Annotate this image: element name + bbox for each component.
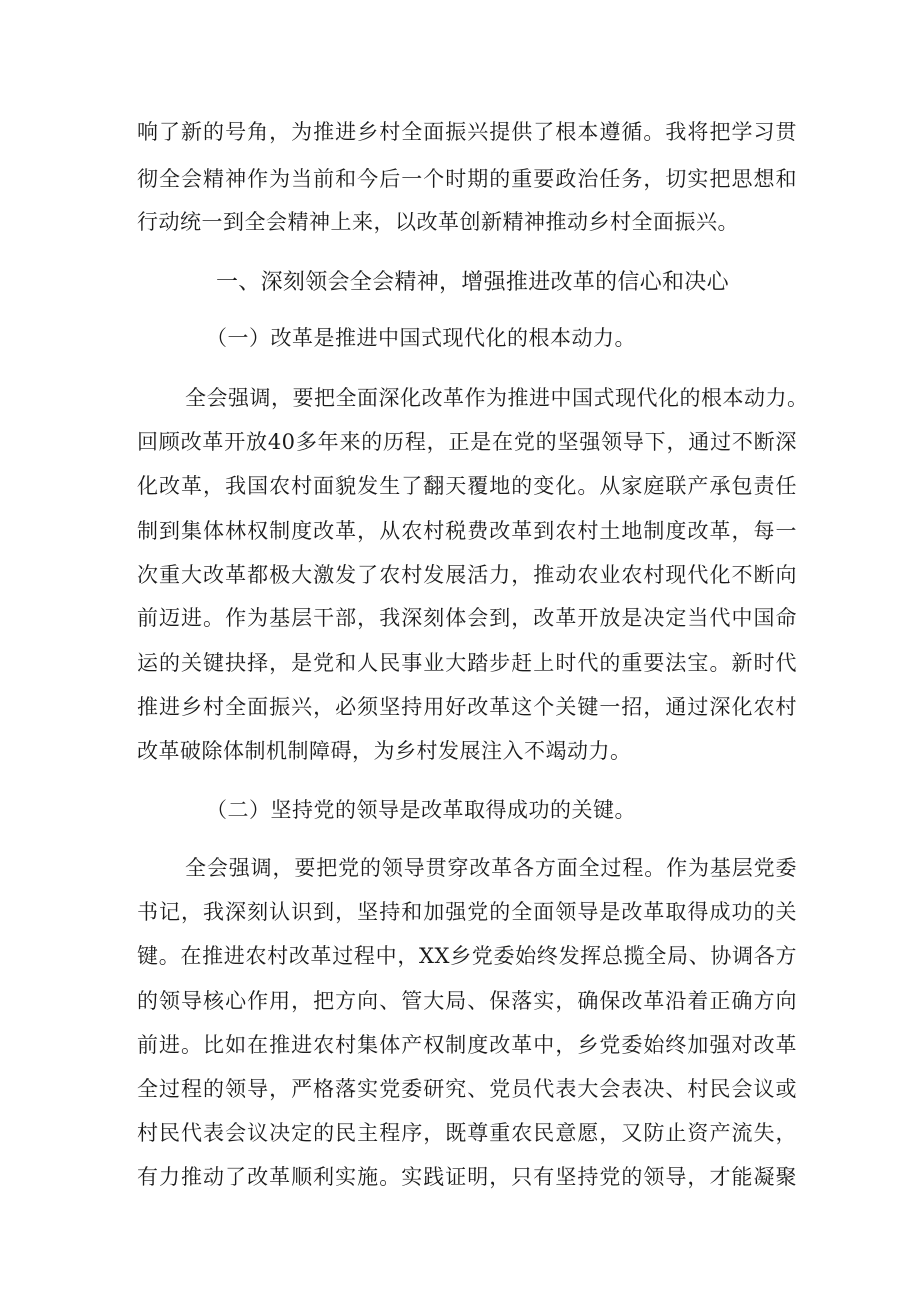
paragraph-line: 回顾改革开放40多年来的历程，正是在党的坚强领导下，通过不断深: [137, 430, 797, 454]
sub-heading: （一）改革是推进中国式现代化的根本动力。: [206, 326, 636, 350]
paragraph-line: 全过程的领导，严格落实党委研究、党员代表大会表决、村民会议或: [137, 1077, 797, 1101]
paragraph-line: 全会强调，要把全面深化改革作为推进中国式现代化的根本动力。: [185, 386, 809, 410]
paragraph-line: 书记，我深刻认识到，坚持和加强党的全面领导是改革取得成功的关: [137, 900, 797, 924]
paragraph-line: 键。在推进农村改革过程中，XX乡党委始终发挥总揽全局、协调各方: [137, 944, 797, 968]
paragraph-line: 前迈进。作为基层干部，我深刻体会到，改革开放是决定当代中国命: [137, 606, 797, 630]
intro-line: 行动统一到全会精神上来，以改革创新精神推动乡村全面振兴。: [137, 210, 739, 234]
paragraph-line: 制到集体林权制度改革，从农村税费改革到农村土地制度改革，每一: [137, 519, 797, 543]
paragraph-line: 村民代表会议决定的民主程序，既尊重农民意愿，又防止资产流失，: [137, 1121, 797, 1145]
paragraph-line: 的领导核心作用，把方向、管大局、保落实，确保改革沿着正确方向: [137, 989, 797, 1013]
intro-line: 彻全会精神作为当前和今后一个时期的重要政治任务，切实把思想和: [137, 167, 797, 191]
paragraph-line: 运的关键抉择，是党和人民事业大踏步赶上时代的重要法宝。新时代: [137, 651, 797, 675]
paragraph-line: 前进。比如在推进农村集体产权制度改革中，乡党委始终加强对改革: [137, 1033, 797, 1057]
paragraph-line: 推进乡村全面振兴，必须坚持用好改革这个关键一招，通过深化农村: [137, 695, 797, 719]
paragraph-line: 次重大改革都极大激发了农村发展活力，推动农业农村现代化不断向: [137, 563, 797, 587]
paragraph-line: 改革破除体制机制障碍，为乡村发展注入不竭动力。: [137, 739, 632, 763]
sub-heading: （二）坚持党的领导是改革取得成功的关键。: [206, 798, 636, 822]
paragraph-line: 化改革，我国农村面貌发生了翻天覆地的变化。从家庭联产承包责任: [137, 474, 797, 498]
intro-line: 响了新的号角，为推进乡村全面振兴提供了根本遵循。我将把学习贯: [137, 120, 797, 144]
paragraph-line: 全会强调，要把党的领导贯穿改革各方面全过程。作为基层党委: [185, 856, 797, 880]
section-heading: 一、深刻领会全会精神，增强推进改革的信心和决心: [216, 270, 729, 295]
paragraph-line: 有力推动了改革顺利实施。实践证明，只有坚持党的领导，才能凝聚: [137, 1165, 797, 1189]
